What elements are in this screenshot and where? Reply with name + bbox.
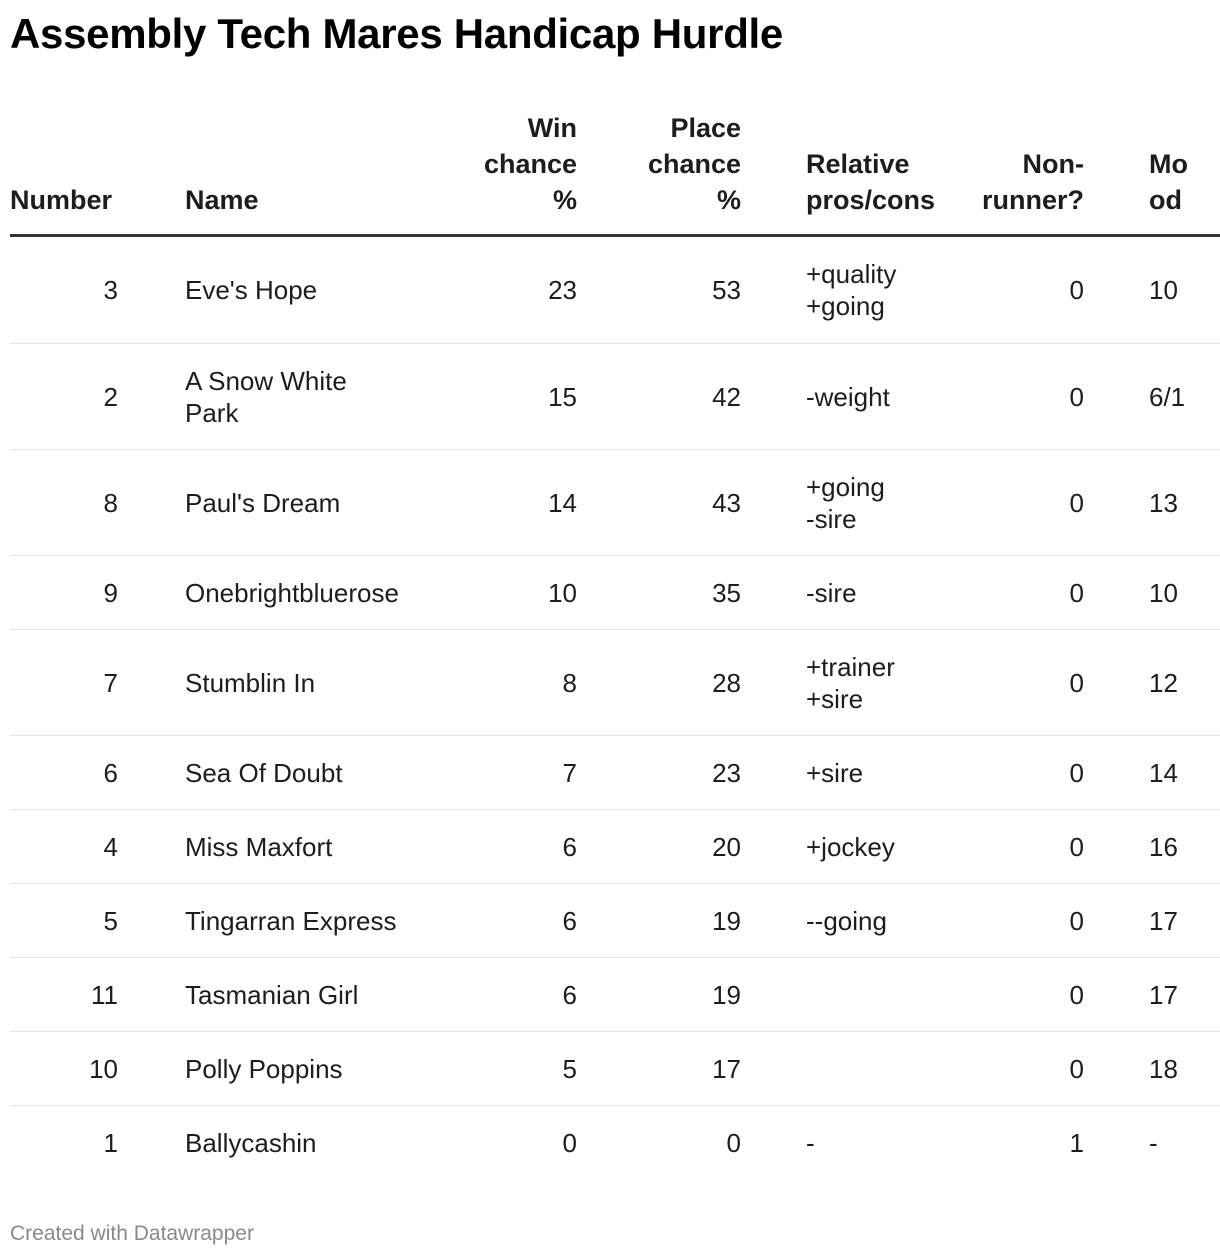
cell-odds-text: 10: [1149, 577, 1178, 608]
table-row: [10, 344, 1220, 450]
cell-name-text: Sea Of Doubt: [185, 757, 343, 788]
column-header-name[interactable]: Name: [150, 110, 405, 236]
cell-odds: [1084, 1106, 1220, 1180]
cell-name-text: Paul's Dream: [185, 487, 341, 518]
cell-odds-text: 14: [1149, 757, 1178, 788]
cell-number-text: 11: [91, 979, 118, 1010]
cell-odds: [1084, 630, 1220, 736]
column-header-place-chance[interactable]: Place chance %: [577, 110, 741, 236]
cell-name-text: Stumblin In: [185, 667, 316, 698]
cell-pros-cons: [741, 958, 944, 1032]
cell-place-chance: [577, 958, 741, 1032]
cell-pros-cons: [741, 884, 944, 958]
cell-non-runner: [944, 1106, 1084, 1180]
cell-non-runner-text: 1: [1069, 1127, 1084, 1158]
table-row: [10, 236, 1220, 344]
runners-table: [10, 110, 1220, 1179]
cell-pros-cons-text: +sire: [806, 757, 864, 788]
cell-win-chance: [405, 630, 577, 736]
cell-odds-text: 17: [1149, 979, 1178, 1010]
cell-odds: [1084, 236, 1220, 344]
cell-number: [10, 630, 150, 736]
cell-place-chance-text: 28: [712, 667, 741, 698]
cell-non-runner: [944, 736, 1084, 810]
table-container: [10, 110, 1220, 1179]
cell-place-chance-text: 17: [712, 1053, 741, 1084]
cell-odds: [1084, 736, 1220, 810]
cell-place-chance: [577, 344, 741, 450]
cell-name: [150, 736, 405, 810]
cell-pros-cons: [741, 344, 944, 450]
cell-place-chance: [577, 1106, 741, 1180]
cell-name-text: A Snow White Park: [185, 365, 347, 428]
cell-name: [150, 958, 405, 1032]
cell-pros-cons-text: -sire: [806, 577, 857, 608]
cell-pros-cons: [741, 556, 944, 630]
cell-place-chance-text: 20: [712, 831, 741, 862]
cell-non-runner-text: 0: [1069, 1053, 1084, 1084]
cell-number-text: 2: [103, 381, 118, 412]
cell-non-runner-text: 0: [1069, 667, 1084, 698]
cell-win-chance-text: 8: [562, 667, 577, 698]
cell-place-chance-text: 53: [712, 275, 741, 305]
cell-number-text: 4: [103, 831, 118, 862]
cell-win-chance-text: 14: [548, 487, 577, 518]
cell-number: [10, 1032, 150, 1106]
cell-name: [150, 344, 405, 450]
cell-non-runner: [944, 810, 1084, 884]
table-row: [10, 450, 1220, 556]
cell-name: [150, 236, 405, 344]
cell-number: [10, 958, 150, 1032]
cell-odds: [1084, 810, 1220, 884]
cell-place-chance-text: 42: [712, 381, 741, 412]
cell-non-runner: [944, 1032, 1084, 1106]
cell-name: [150, 630, 405, 736]
cell-non-runner-text: 0: [1069, 831, 1084, 862]
cell-pros-cons: [741, 630, 944, 736]
cell-name: [150, 450, 405, 556]
cell-pros-cons-text: +trainer +sire: [806, 651, 895, 714]
cell-place-chance-text: 23: [712, 757, 741, 788]
cell-place-chance: [577, 630, 741, 736]
cell-pros-cons-text: --going: [806, 905, 887, 936]
cell-place-chance: [577, 556, 741, 630]
cell-win-chance-text: 10: [548, 577, 577, 608]
cell-number: [10, 884, 150, 958]
cell-pros-cons: [741, 450, 944, 556]
cell-pros-cons-text: -weight: [806, 381, 890, 412]
table-row: [10, 736, 1220, 810]
cell-non-runner: [944, 556, 1084, 630]
cell-win-chance: [405, 1032, 577, 1106]
cell-number: [10, 344, 150, 450]
cell-pros-cons: [741, 1032, 944, 1106]
table-row: [10, 810, 1220, 884]
cell-pros-cons-text: +quality +going: [806, 259, 897, 321]
cell-name-text: Eve's Hope: [185, 275, 318, 305]
cell-name-text: Ballycashin: [185, 1127, 317, 1158]
cell-win-chance: [405, 1106, 577, 1180]
cell-odds: [1084, 344, 1220, 450]
cell-number-text: 5: [103, 905, 118, 936]
cell-number: [10, 556, 150, 630]
cell-name: [150, 1106, 405, 1180]
cell-odds-text: 18: [1149, 1053, 1178, 1084]
cell-number-text: 3: [103, 275, 118, 305]
cell-odds-text: 16: [1149, 831, 1178, 862]
column-header-non-runner[interactable]: Non- runner?: [944, 110, 1084, 236]
cell-win-chance: [405, 344, 577, 450]
table-row: [10, 556, 1220, 630]
cell-non-runner: [944, 236, 1084, 344]
cell-place-chance: [577, 450, 741, 556]
cell-number-text: 7: [103, 667, 118, 698]
cell-place-chance-text: 35: [712, 577, 741, 608]
cell-pros-cons: [741, 736, 944, 810]
cell-odds-text: -: [1149, 1127, 1158, 1158]
cell-win-chance: [405, 810, 577, 884]
cell-place-chance-text: 43: [712, 487, 741, 518]
cell-non-runner-text: 0: [1069, 757, 1084, 788]
cell-place-chance: [577, 884, 741, 958]
cell-non-runner: [944, 344, 1084, 450]
cell-pros-cons: [741, 1106, 944, 1180]
column-header-odds[interactable]: Mo od: [1084, 110, 1220, 236]
cell-number: [10, 450, 150, 556]
cell-pros-cons: [741, 810, 944, 884]
cell-win-chance-text: 6: [562, 905, 577, 936]
cell-pros-cons: [741, 236, 944, 344]
cell-place-chance: [577, 736, 741, 810]
cell-name-text: Miss Maxfort: [185, 831, 333, 862]
cell-win-chance: [405, 736, 577, 810]
cell-win-chance: [405, 236, 577, 344]
cell-name-text: Polly Poppins: [185, 1053, 343, 1084]
cell-name: [150, 1032, 405, 1106]
cell-name: [150, 556, 405, 630]
cell-odds: [1084, 958, 1220, 1032]
cell-number-text: 10: [89, 1053, 118, 1084]
cell-number: [10, 736, 150, 810]
cell-odds: [1084, 450, 1220, 556]
cell-name: [150, 810, 405, 884]
cell-pros-cons-text: -: [806, 1127, 815, 1158]
cell-non-runner-text: 0: [1069, 275, 1084, 305]
table-row: [10, 958, 1220, 1032]
cell-win-chance: [405, 958, 577, 1032]
cell-win-chance-text: 23: [548, 275, 577, 305]
cell-win-chance: [405, 884, 577, 958]
table-body: [10, 236, 1220, 1180]
cell-place-chance-text: 0: [726, 1127, 741, 1158]
cell-place-chance: [577, 1032, 741, 1106]
cell-non-runner: [944, 884, 1084, 958]
column-header-pros-cons[interactable]: Relative pros/cons: [741, 110, 944, 236]
cell-non-runner-text: 0: [1069, 487, 1084, 518]
chart-title: Assembly Tech Mares Handicap Hurdle: [10, 10, 783, 57]
cell-place-chance-text: 19: [712, 905, 741, 936]
table-row: [10, 1032, 1220, 1106]
cell-number: [10, 810, 150, 884]
column-header-number[interactable]: Number: [10, 110, 150, 236]
cell-odds: [1084, 556, 1220, 630]
cell-number: [10, 1106, 150, 1180]
cell-win-chance-text: 5: [562, 1053, 577, 1084]
cell-name-text: Tasmanian Girl: [185, 979, 359, 1010]
cell-number-text: 6: [103, 757, 118, 788]
cell-win-chance-text: 15: [548, 381, 577, 412]
cell-name-text: Tingarran Express: [185, 905, 397, 936]
cell-odds-text: 10: [1149, 275, 1178, 305]
cell-place-chance: [577, 236, 741, 344]
cell-odds-text: 6/1: [1149, 381, 1186, 412]
cell-odds-text: 12: [1149, 667, 1178, 698]
cell-win-chance-text: 6: [562, 979, 577, 1010]
cell-pros-cons-text: +going -sire: [806, 471, 885, 534]
cell-number-text: 8: [103, 487, 118, 518]
cell-non-runner-text: 0: [1069, 381, 1084, 412]
header-row: [10, 110, 1220, 236]
cell-name-text: Onebrightbluerose: [185, 577, 399, 608]
cell-number-text: 9: [103, 577, 118, 608]
cell-number: [10, 236, 150, 344]
cell-win-chance-text: 6: [562, 831, 577, 862]
cell-place-chance-text: 19: [712, 979, 741, 1010]
cell-pros-cons-text: +jockey: [806, 831, 895, 862]
cell-non-runner: [944, 958, 1084, 1032]
cell-odds-text: 17: [1149, 905, 1178, 936]
cell-win-chance: [405, 450, 577, 556]
cell-win-chance: [405, 556, 577, 630]
cell-win-chance-text: 7: [562, 757, 577, 788]
cell-odds-text: 13: [1149, 487, 1178, 518]
cell-place-chance: [577, 810, 741, 884]
table-row: [10, 630, 1220, 736]
cell-non-runner-text: 0: [1069, 979, 1084, 1010]
footer-credit: Created with Datawrapper: [10, 1222, 254, 1245]
table-row: [10, 884, 1220, 958]
cell-odds: [1084, 884, 1220, 958]
cell-non-runner: [944, 630, 1084, 736]
cell-win-chance-text: 0: [562, 1127, 577, 1158]
cell-non-runner-text: 0: [1069, 577, 1084, 608]
cell-number-text: 1: [103, 1127, 118, 1158]
column-header-win-chance[interactable]: Win chance %: [405, 110, 577, 236]
table-row: [10, 1106, 1220, 1180]
cell-name: [150, 884, 405, 958]
cell-non-runner: [944, 450, 1084, 556]
cell-odds: [1084, 1032, 1220, 1106]
cell-non-runner-text: 0: [1069, 905, 1084, 936]
